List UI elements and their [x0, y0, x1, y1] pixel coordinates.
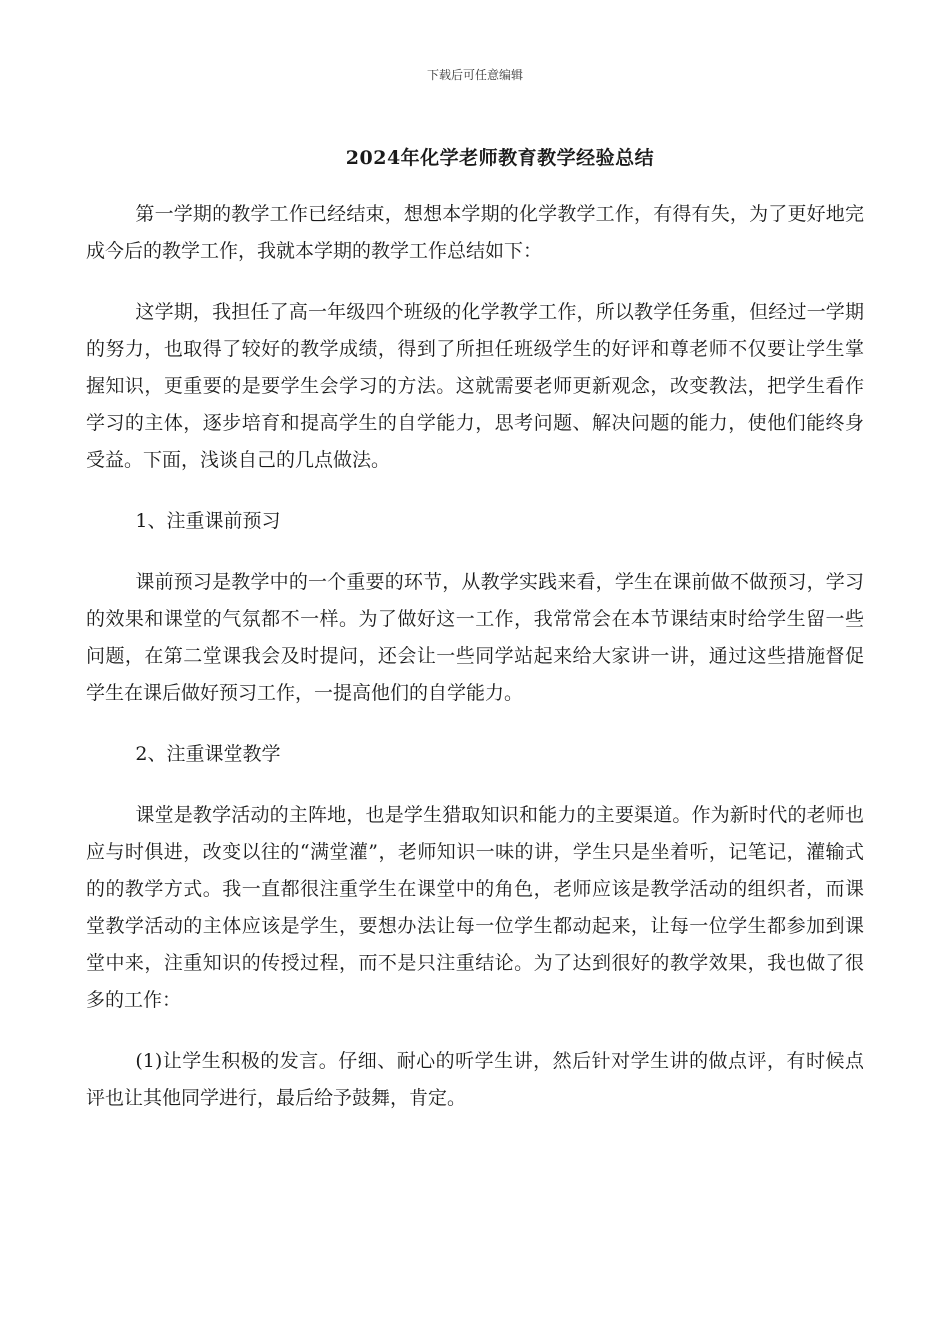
preview-paragraph: 课前预习是教学中的一个重要的环节，从教学实践来看，学生在课前做不做预习，学习的效果和课堂的气氛都不一样。为了做好这一工作，我常常会在本节课结束时给学生留一些问题，在第二堂课我会及时提问，还会让一些同学站起来给大家讲一讲，通过这些措施督促学生在课后做好预习工作，一提高他们的自学能力。: [86, 571, 864, 704]
overview-paragraph: 这学期，我担任了高一年级四个班级的化学教学工作，所以教学任务重，但经过一学期的努力，也取得了较好的教学成绩，得到了所担任班级学生的好评和尊老师不仅要让学生掌握知识，更重要的是要学生会学习的方法。这就需要老师更新观念，改变教法，把学生看作学习的主体，逐步培育和提高学生的自学能力，思考问题、解决问题的能力，使他们能终身受益。下面，浅谈自己的几点做法。: [86, 301, 864, 471]
section-heading-classroom: 2、注重课堂教学: [135, 743, 281, 765]
classroom-paragraph: 课堂是教学活动的主阵地，也是学生猎取知识和能力的主要渠道。作为新时代的老师也应与时俱进，改变以往的“满堂灌”，老师知识一味的讲，学生只是坐着听，记笔记，灌输式的的教学方式。我一直都很注重学生在课堂中的角色，老师应该是教学活动的组织者，而课堂教学活动的主体应该是学生，要想办法让每一位学生都动起来，让每一位学生都参加到课堂中来，注重知识的传授过程，而不是只注重结论。为了达到很好的教学效果，我也做了很多的工作：: [86, 804, 864, 1011]
document-title: 2024年化学老师教育教学经验总结: [345, 147, 655, 169]
section-heading-preview: 1、注重课前预习: [135, 510, 281, 532]
header-note: 下载后可任意编辑: [426, 68, 523, 82]
intro-paragraph: 第一学期的教学工作已经结束，想想本学期的化学教学工作，有得有失，为了更好地完成今后的教学工作，我就本学期的教学工作总结如下：: [86, 203, 864, 262]
document-body: [86, 196, 864, 1141]
list-item-speaking: (1)让学生积极的发言。仔细、耐心的听学生讲，然后针对学生讲的做点评，有时候点评也让其他同学进行，最后给予鼓舞，肯定。: [86, 1050, 864, 1109]
